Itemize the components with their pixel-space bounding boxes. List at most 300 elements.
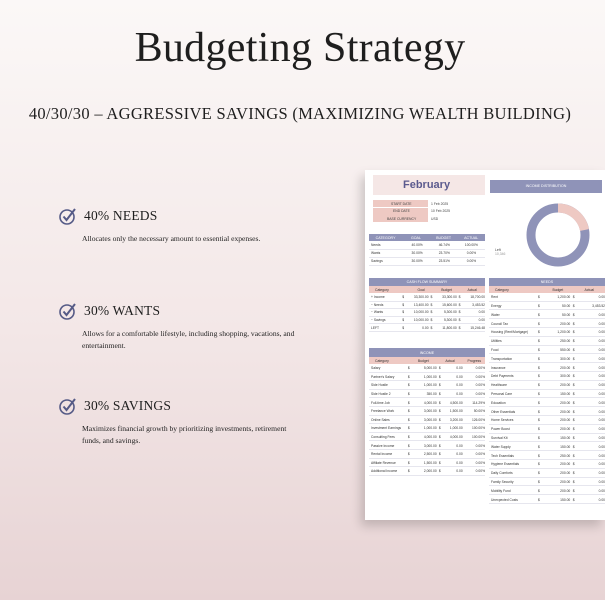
cell-value[interactable]: $ [538, 436, 540, 441]
cell-value[interactable]: 0.00 [598, 497, 605, 502]
cell-value[interactable]: $ [572, 339, 575, 344]
cell-value[interactable]: $ [572, 444, 575, 449]
table-row [369, 317, 485, 325]
table-row [489, 435, 605, 443]
row-label: Water Supply [491, 444, 511, 449]
cell-value[interactable]: 150.00 [560, 497, 571, 502]
cell-value[interactable]: 200.00 [560, 480, 571, 485]
cell-value[interactable]: 0.00 [598, 383, 605, 388]
cell-value[interactable]: $ [438, 435, 441, 440]
cell-value[interactable]: $ [430, 310, 433, 315]
cell-value[interactable]: 2,000.00 [423, 469, 437, 474]
row-label: Freelance Work [371, 409, 395, 414]
table-row [369, 468, 485, 476]
cell-value[interactable]: 5,300.00 [443, 310, 457, 315]
cell-value[interactable]: 100.00% [472, 435, 486, 440]
cell-value[interactable]: $ [572, 356, 575, 361]
feature-title: 30% WANTS [84, 303, 161, 318]
cell-value[interactable]: 0.00 [598, 400, 605, 405]
cash-flow-summary: CASH FLOW SUMMARY Category Goal Budget Actual + Income $ 33,300.00 $ 33,300.00 $ 18,700.00 − Needs $ 13,400.00 $ 15,600.00 $ 3,453.52 − Wants $ 10,000.00 $ 5,300.00 $ 0.00 − Savings $ 10,000.00 $ 5,300.00 $ 0.00 LEFT $ 0.00 $ 11,800.00 $ 15,246.48 [369, 278, 485, 340]
cell-value[interactable]: 50.00 [561, 312, 571, 317]
cell-value[interactable]: $ [572, 453, 575, 458]
cell-value[interactable]: 0.00 [598, 453, 605, 458]
cell-value[interactable]: 1,500.00 [423, 460, 437, 465]
table-row [489, 408, 605, 416]
income-distribution-header: INCOME DISTRIBUTION [490, 180, 602, 193]
cell-value[interactable]: $ [572, 427, 575, 432]
row-label: Food [491, 348, 499, 353]
table-row: Needs 40.00% 46.74% 100.00% [369, 242, 485, 250]
cell-value[interactable]: 1,000.00 [449, 426, 463, 431]
cell-value[interactable]: 1,200.00 [557, 330, 571, 335]
cell-value[interactable]: $ [538, 427, 540, 432]
cell-value[interactable]: $ [538, 497, 540, 502]
cell-value[interactable]: $ [438, 366, 441, 371]
row-label: Investment Earnings [371, 426, 402, 431]
cell-value[interactable]: $ [407, 366, 410, 371]
cell-value[interactable]: $ [572, 418, 575, 423]
cell-value[interactable]: 250.00 [560, 339, 571, 344]
cell-value[interactable]: $ [538, 312, 540, 317]
table-row [489, 373, 605, 381]
cell-value[interactable]: 10,000.00 [413, 310, 429, 315]
row-label: Housing (Rent/Mortgage) [491, 330, 529, 335]
cell-value[interactable]: 0.00 [456, 443, 463, 448]
cell-value[interactable]: 150.00 [560, 392, 571, 397]
table-row [489, 382, 605, 390]
cell-value[interactable]: 18,700.00 [470, 295, 485, 300]
cell-value[interactable]: $ [538, 339, 540, 344]
cell-value[interactable]: 150.00 [560, 444, 571, 449]
cell-value[interactable]: 0.00 [456, 460, 463, 465]
cell-value[interactable]: 1,000.00 [423, 383, 437, 388]
feature-description: Maximizes financial growth by prioritizing investments, retirement funds, and savings. [82, 424, 287, 445]
check-badge-icon [58, 396, 78, 416]
row-label: Salary [371, 366, 381, 371]
cell-value[interactable]: $ [407, 435, 410, 440]
page-title: Budgeting Strategy [134, 25, 466, 71]
cell-value[interactable]: 0.00 [598, 365, 605, 370]
cell-value[interactable]: $ [430, 318, 433, 323]
cell-value[interactable]: $ [438, 452, 441, 457]
cell-value[interactable]: 10,000.00 [413, 318, 429, 323]
row-label: Online Sales [371, 417, 390, 422]
table-row [489, 444, 605, 452]
cell-value[interactable]: 200.00 [560, 321, 571, 326]
cell-value[interactable]: 0.00 [598, 374, 605, 379]
row-label: Healthcare [491, 383, 507, 388]
cell-value[interactable]: $ [438, 392, 441, 397]
cell-value[interactable]: 0.00 [598, 471, 605, 476]
cell-value[interactable]: 5,000.00 [423, 366, 437, 371]
cell-value[interactable]: $ [538, 321, 540, 326]
cell-value[interactable]: $ [407, 417, 410, 422]
cell-value[interactable]: $ [438, 426, 441, 431]
setting-label: START DATE [391, 201, 412, 206]
cell-value[interactable]: $ [538, 409, 540, 414]
cell-value[interactable]: $ [572, 330, 575, 335]
cell-value[interactable]: $ [438, 417, 441, 422]
row-label: Family Security [491, 480, 514, 485]
cell-value[interactable]: $ [407, 409, 410, 414]
cell-value[interactable]: 300.00 [560, 356, 571, 361]
cell-value[interactable]: 200.00 [560, 488, 571, 493]
cell-value[interactable]: 33,300.00 [442, 295, 457, 300]
table-row [369, 391, 485, 399]
cell-value[interactable]: $ [538, 365, 540, 370]
row-label: Rent [491, 295, 498, 300]
table-row [489, 303, 605, 311]
cell-value[interactable]: 0.00 [598, 330, 605, 335]
cell-value[interactable]: $ [538, 295, 540, 300]
row-label: Transportation [491, 356, 513, 361]
cell-value[interactable]: $ [402, 302, 405, 307]
cell-value[interactable]: $ [407, 383, 410, 388]
income-donut-chart [523, 200, 593, 270]
cell-value[interactable]: $ [438, 443, 441, 448]
cell-value[interactable]: 114.29% [472, 400, 486, 405]
table-row [369, 365, 485, 373]
table-row [369, 417, 485, 425]
cell-value[interactable]: $ [407, 374, 410, 379]
cell-value[interactable]: $ [572, 295, 575, 300]
cell-value[interactable]: $ [572, 304, 575, 309]
cell-value[interactable]: $ [438, 400, 441, 405]
cell-value[interactable]: 0.00 [456, 374, 463, 379]
cell-value[interactable]: 0.00% [475, 469, 486, 474]
cell-value[interactable]: 3,453.52 [592, 304, 605, 309]
row-label: Rental Income [371, 452, 393, 457]
cell-value[interactable]: $ [572, 374, 575, 379]
cell-value[interactable]: 0.00 [478, 318, 485, 323]
col-header: CATEGORY [375, 235, 396, 240]
cell-value[interactable]: 250.00 [560, 453, 571, 458]
cell-value[interactable]: 4,000.00 [423, 435, 437, 440]
feature-title: 30% SAVINGS [84, 398, 172, 413]
cell-value[interactable]: 0.00 [598, 312, 605, 317]
cell-value[interactable]: 33,300.00 [413, 295, 429, 300]
table-row [489, 479, 605, 487]
cell-value[interactable]: 15,600.00 [442, 302, 457, 307]
cell-value[interactable]: $ [407, 460, 410, 465]
cell-value[interactable]: 0.00 [598, 418, 605, 423]
row-label: Affiliate Revenue [371, 460, 396, 465]
cell-value[interactable]: 0.00 [598, 295, 605, 300]
row-label: Energy [491, 304, 502, 309]
row-label: Consulting Fees [371, 435, 395, 440]
table-row [489, 417, 605, 425]
table-row [369, 324, 485, 332]
row-label: Utilities [491, 339, 502, 344]
cell-value[interactable]: $ [458, 325, 461, 330]
cell-value[interactable]: 0.00 [422, 325, 429, 330]
table-row [369, 408, 485, 416]
table-row [369, 374, 485, 382]
cell-value[interactable]: $ [538, 304, 540, 309]
feature-wants [58, 301, 318, 352]
budget-spreadsheet-preview [365, 170, 605, 520]
cell-value[interactable]: 0.00 [478, 310, 485, 315]
cell-value[interactable]: 3,000.00 [423, 409, 437, 414]
cell-value[interactable]: $ [402, 295, 405, 300]
cell-value[interactable]: 0.00 [598, 444, 605, 449]
setting-label: END DATE [393, 209, 410, 213]
cell-value[interactable]: 0.00% [475, 460, 486, 465]
cell-value[interactable]: 3,000.00 [423, 417, 437, 422]
cell-value[interactable]: $ [438, 409, 441, 414]
cell-value[interactable]: 300.00 [560, 374, 571, 379]
table-row [489, 364, 605, 372]
row-label: Mobility Fund [491, 488, 511, 493]
cell-value[interactable]: 0.00 [598, 339, 605, 344]
cell-value[interactable]: 200.00 [560, 365, 571, 370]
col-header: BUDGET [436, 235, 452, 240]
cell-value[interactable]: $ [438, 469, 441, 474]
cell-value[interactable]: 0.00 [598, 480, 605, 485]
table-row [369, 425, 485, 433]
col-header: ACTUAL [464, 235, 479, 240]
row-label: Power Boost [491, 427, 510, 432]
cell-value[interactable]: 0.00% [475, 452, 486, 457]
row-label: + Income [371, 295, 385, 300]
cell-value[interactable]: $ [407, 426, 410, 431]
cell-value[interactable]: $ [430, 295, 433, 300]
income-title: INCOME [369, 348, 485, 357]
row-label: Additional Income [371, 469, 398, 474]
feature-description: Allows for a comfortable lifestyle, including shopping, vacations, and entertainment. [82, 329, 295, 350]
cell-value[interactable]: 1,500.00 [449, 409, 463, 414]
row-label: Education [491, 400, 506, 405]
feature-needs [58, 206, 318, 245]
cell-value[interactable]: $ [402, 310, 405, 315]
cell-value[interactable]: 0.00 [598, 462, 605, 467]
cell-value[interactable]: 0.00 [598, 356, 605, 361]
donut-left-value: 10,346 [495, 252, 506, 256]
setting-value[interactable]: USD [431, 216, 439, 221]
table-row [489, 391, 605, 399]
cell-value[interactable]: 4,500.00 [449, 400, 463, 405]
cell-value[interactable]: $ [407, 452, 410, 457]
cell-value[interactable]: 0.00 [598, 488, 605, 493]
check-badge-icon [58, 301, 78, 321]
cell-value[interactable]: $ [572, 436, 575, 441]
cell-value[interactable]: $ [572, 409, 575, 414]
cell-value[interactable]: $ [402, 318, 405, 323]
cell-value[interactable]: 1,000.00 [423, 426, 437, 431]
cell-value[interactable]: $ [572, 462, 575, 467]
needs-title: NEEDS [489, 278, 605, 286]
page-subtitle: 40/30/30 – AGGRESSIVE SAVINGS (MAXIMIZING WEALTH BUILDING) [28, 104, 572, 123]
setting-value[interactable]: 1 Feb 2025 [431, 201, 449, 206]
cell-value[interactable]: 200.00 [560, 383, 571, 388]
cell-value[interactable]: $ [458, 318, 461, 323]
cell-value[interactable]: 3,000.00 [423, 443, 437, 448]
cell-value[interactable]: 0.00 [456, 452, 463, 457]
table-row [489, 347, 605, 355]
cell-value[interactable]: 5,300.00 [443, 318, 457, 323]
cell-value[interactable]: $ [538, 480, 540, 485]
cell-value[interactable]: $ [407, 400, 410, 405]
table-row [489, 452, 605, 460]
cell-value[interactable]: $ [538, 330, 540, 335]
row-label: Daily Comforts [491, 471, 513, 476]
cell-value[interactable]: $ [407, 392, 410, 397]
cell-value[interactable]: 0.00% [475, 366, 486, 371]
row-label: Insurance [491, 365, 506, 370]
cell-value[interactable]: 0.00 [456, 469, 463, 474]
cell-value[interactable]: $ [538, 418, 540, 423]
cell-value[interactable]: $ [438, 374, 441, 379]
table-row [369, 294, 485, 302]
cell-value[interactable]: 0.00 [598, 392, 605, 397]
table-row [489, 426, 605, 434]
row-label: Other Essentials [491, 409, 516, 414]
cell-value[interactable]: 0.00 [598, 427, 605, 432]
cell-value[interactable]: 0.00 [456, 383, 463, 388]
cell-value[interactable]: 1,000.00 [423, 374, 437, 379]
row-label: − Needs [371, 302, 384, 307]
row-label: LEFT [371, 325, 380, 330]
table-row: Savings 30.00% 23.51% 0.00% [369, 258, 485, 266]
cell-value[interactable]: 550.00 [560, 348, 571, 353]
cell-value[interactable]: $ [572, 312, 575, 317]
row-label: Water [491, 312, 500, 317]
cash-flow-title: CASH FLOW SUMMARY [369, 278, 485, 286]
cell-value[interactable]: 200.00 [560, 409, 571, 414]
cell-value[interactable]: 1,200.00 [557, 295, 571, 300]
cell-value[interactable]: 50.00% [473, 409, 486, 414]
cell-value[interactable]: $ [538, 471, 540, 476]
cell-value[interactable]: $ [538, 444, 540, 449]
cell-value[interactable]: $ [538, 462, 540, 467]
cell-value[interactable]: 15,246.48 [470, 325, 485, 330]
feature-description: Allocates only the necessary amount to essential expenses. [82, 234, 261, 243]
month-title: February [373, 175, 485, 195]
row-label: Council Tax [491, 321, 508, 326]
cell-value[interactable]: 3,200.00 [449, 417, 463, 422]
cell-value[interactable]: $ [438, 460, 441, 465]
feature-title: 40% NEEDS [84, 208, 158, 223]
cell-value[interactable]: 0.00 [456, 392, 463, 397]
cell-value[interactable]: $ [572, 348, 575, 353]
cell-value[interactable]: $ [430, 302, 433, 307]
cell-value[interactable]: 0.00% [475, 443, 486, 448]
cell-value[interactable]: 0.00% [475, 374, 486, 379]
table-row [489, 400, 605, 408]
cell-value[interactable]: $ [538, 400, 540, 405]
cell-value[interactable]: 0.00 [598, 436, 605, 441]
cell-value[interactable]: $ [402, 325, 405, 330]
cell-value[interactable]: 0.00% [475, 383, 486, 388]
cell-value[interactable]: 0.00 [456, 366, 463, 371]
cell-value[interactable]: $ [572, 497, 575, 502]
row-label: − Savings [371, 318, 386, 323]
table-row [369, 399, 485, 407]
setting-label: BASE CURRENCY [387, 216, 417, 221]
cell-value[interactable]: $ [538, 453, 540, 458]
row-label: Passive Income [371, 443, 395, 448]
cell-value[interactable]: 4,000.00 [449, 435, 463, 440]
table-row: Wants 30.00% 23.70% 0.00% [369, 250, 485, 258]
cell-value[interactable]: 350.00 [426, 392, 437, 397]
row-label: − Wants [371, 310, 384, 315]
cell-value[interactable]: 11,800.00 [442, 325, 457, 330]
cell-value[interactable]: $ [572, 365, 575, 370]
row-label: Home Services [491, 418, 514, 423]
cell-value[interactable]: 0.00 [598, 321, 605, 326]
cell-value[interactable]: $ [572, 321, 575, 326]
row-label: Side Hustle [371, 383, 388, 388]
cell-value[interactable]: $ [572, 400, 575, 405]
cell-value[interactable]: 100.00% [472, 426, 486, 431]
cell-value[interactable]: 150.00 [560, 436, 571, 441]
cell-value[interactable]: 0.00 [598, 409, 605, 414]
table-row [489, 329, 605, 337]
cell-value[interactable]: $ [572, 471, 575, 476]
cell-value[interactable]: 200.00 [560, 471, 571, 476]
cell-value[interactable]: $ [572, 488, 575, 493]
cell-value[interactable]: 0.00 [598, 348, 605, 353]
col-header: GOAL [410, 235, 421, 240]
cell-value[interactable]: 2,500.00 [423, 452, 437, 457]
cell-value[interactable]: $ [538, 356, 540, 361]
cell-value[interactable]: 200.00 [560, 462, 571, 467]
cell-value[interactable]: 13,400.00 [413, 302, 429, 307]
cell-value[interactable]: $ [538, 383, 540, 388]
row-label: Full-time Job [371, 400, 390, 405]
cell-value[interactable]: $ [572, 480, 575, 485]
cell-value[interactable]: 0.00% [475, 392, 486, 397]
cell-value[interactable]: $ [458, 295, 461, 300]
row-label: Personal Care [491, 392, 513, 397]
table-row [489, 312, 605, 320]
setting-value[interactable]: 10 Feb 2025 [431, 209, 451, 213]
cell-value[interactable]: $ [538, 488, 540, 493]
table-row [489, 294, 605, 302]
table-row [489, 470, 605, 478]
table-row [489, 338, 605, 346]
table-row [369, 451, 485, 459]
cell-value[interactable]: $ [407, 443, 410, 448]
cell-value[interactable]: 4,000.00 [423, 400, 437, 405]
row-label: Side Hustle 2 [371, 392, 391, 397]
cell-value[interactable]: $ [438, 383, 441, 388]
cell-value[interactable]: 126.00% [472, 417, 486, 422]
cell-value[interactable]: 3,453.52 [472, 302, 485, 307]
table-row [369, 434, 485, 442]
table-row [489, 320, 605, 328]
cell-value[interactable]: $ [572, 383, 575, 388]
cell-value[interactable]: $ [407, 469, 410, 474]
cell-value[interactable]: 200.00 [560, 418, 571, 423]
cell-value[interactable]: $ [538, 392, 540, 397]
cell-value[interactable]: $ [458, 302, 461, 307]
row-label: Tech Essentials [491, 453, 514, 458]
row-label: Hygiene Essentials [491, 462, 520, 467]
cell-value[interactable]: $ [538, 348, 540, 353]
cell-value[interactable]: $ [430, 325, 433, 330]
cell-value[interactable]: 200.00 [560, 400, 571, 405]
cell-value[interactable]: $ [458, 310, 461, 315]
table-row [489, 356, 605, 364]
cell-value[interactable]: 50.00 [561, 304, 571, 309]
cell-value[interactable]: 200.00 [560, 427, 571, 432]
table-row [489, 496, 605, 504]
cell-value[interactable]: $ [538, 374, 540, 379]
cell-value[interactable]: $ [572, 392, 575, 397]
row-label: Partner's Salary [371, 374, 395, 379]
table-row [369, 442, 485, 450]
